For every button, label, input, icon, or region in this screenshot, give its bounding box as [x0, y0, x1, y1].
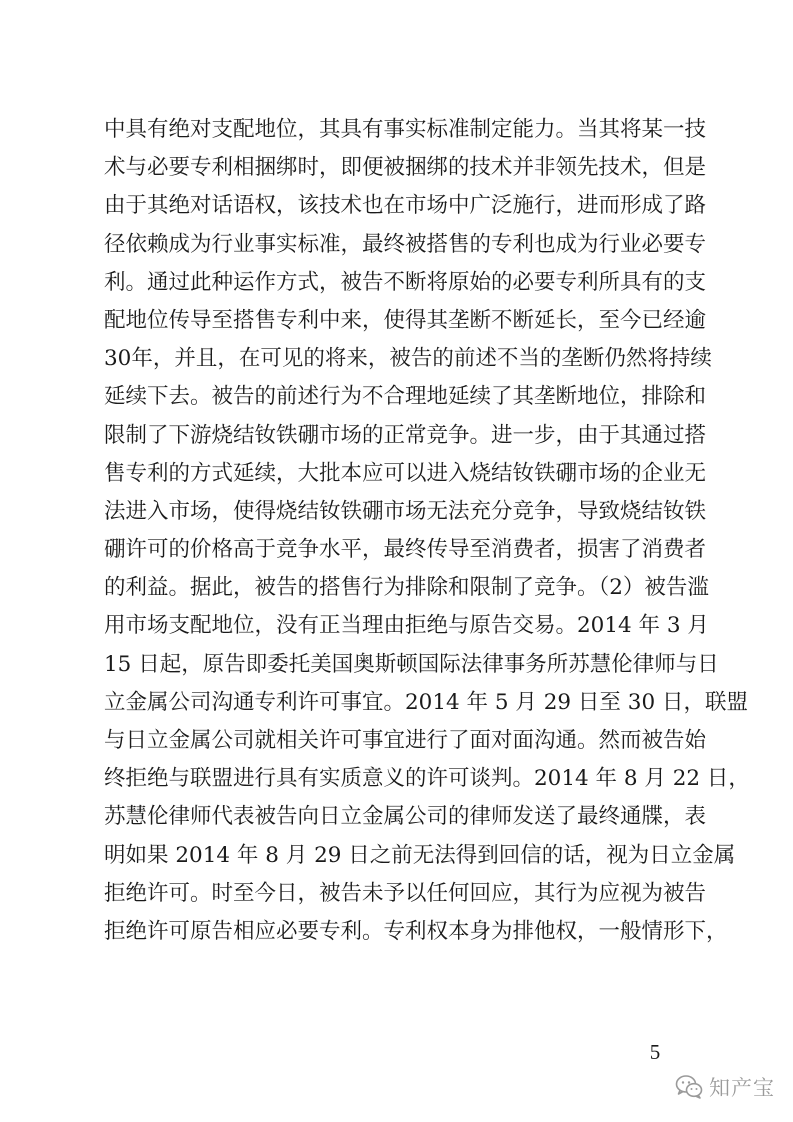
text-line: 拒绝许可原告相应必要专利。专利权本身为排他权，一般情形下，	[104, 918, 728, 944]
text-line: 与日立金属公司就相关许可事宜进行了面对面沟通。然而被告始	[104, 728, 707, 753]
text-line: 苏慧伦律师代表被告向日立金属公司的律师发送了最终通牒，表	[104, 804, 707, 830]
text-line: 限制了下游烧结钕铁硼市场的正常竞争。进一步，由于其通过搭	[104, 422, 707, 448]
text-line: 立金属公司沟通专利许可事宜。2014 年 5 月 29 日至 30 日，联盟	[104, 689, 748, 715]
text-line: 延续下去。被告的前述行为不合理地延续了其垄断地位，排除和	[104, 384, 707, 410]
text-line: 售专利的方式延续，大批本应可以进入烧结钕铁硼市场的企业无	[104, 460, 707, 486]
text-line: 30年，并且，在可见的将来，被告的前述不当的垄断仍然将持续	[104, 346, 712, 372]
watermark-text: 知产宝	[709, 1076, 775, 1100]
text-line: 中具有绝对支配地位，其具有事实标准制定能力。当其将某一技	[104, 117, 707, 142]
text-line: 明如果 2014 年 8 月 29 日之前无法得到回信的话，视为日立金属	[104, 842, 736, 868]
text-line: 法进入市场，使得烧结钕铁硼市场无法充分竞争，导致烧结钕铁	[104, 498, 707, 524]
text-line: 的利益。据此，被告的搭售行为排除和限制了竞争。（2）被告滥	[104, 575, 709, 601]
text-line: 用市场支配地位，没有正当理由拒绝与原告交易。2014 年 3 月	[104, 613, 709, 639]
text-line: 利。通过此种运作方式，被告不断将原始的必要专利所具有的支	[104, 269, 707, 295]
wechat-icon	[675, 1074, 703, 1100]
text-line: 硼许可的价格高于竞争水平，最终传导至消费者，损害了消费者	[104, 537, 707, 563]
text-line: 由于其绝对话语权，该技术也在市场中广泛施行，进而形成了路	[104, 193, 707, 219]
text-line: 15 日起，原告即委托美国奥斯顿国际法律事务所苏慧伦律师与日	[104, 651, 719, 677]
text-line: 术与必要专利相捆绑时，即便被捆绑的技术并非领先技术，但是	[104, 155, 707, 181]
watermark	[675, 1071, 775, 1103]
body-text	[104, 111, 750, 951]
text-line: 配地位传导至搭售专利中来，使得其垄断不断延长，至今已经逾	[104, 307, 707, 333]
page-number: 5	[649, 1040, 661, 1064]
text-line: 终拒绝与联盟进行具有实质意义的许可谈判。2014 年 8 月 22 日，	[104, 766, 750, 792]
text-line: 径依赖成为行业事实标准，最终被搭售的专利也成为行业必要专	[104, 231, 707, 257]
text-line: 拒绝许可。时至今日，被告未予以任何回应，其行为应视为被告	[104, 880, 707, 906]
